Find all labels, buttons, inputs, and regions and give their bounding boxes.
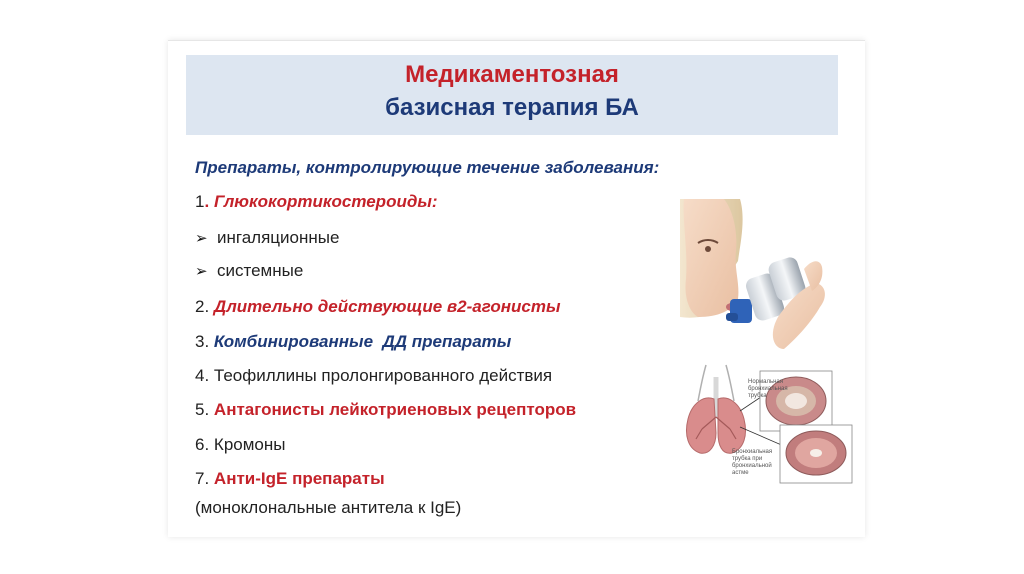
list-number: 4. [195, 366, 210, 385]
list-number: 1 [195, 192, 205, 211]
arrow-bullet-icon: ➢ [195, 263, 208, 280]
list-item-5 [195, 400, 576, 420]
list-text: Длительно действующие в2-агонисты [213, 297, 561, 316]
list-item-7-note: (моноклональные антитела к IgE) [195, 498, 462, 517]
slide [168, 40, 865, 537]
list-item-1 [195, 192, 438, 212]
list-item-7 [195, 469, 385, 489]
figure-label-normal: Нормальная бронхиальная трубка [748, 379, 788, 399]
list-text: Кромоны [213, 435, 286, 454]
figure-label-asthma: Бронхиальная трубка при бронхиальной астме [732, 449, 773, 476]
list-subitem-inhaled [195, 228, 339, 248]
list-text: Комбинированные ДД препараты [213, 332, 512, 351]
list-text: ингаляционные [217, 228, 340, 247]
list-number: 7. [195, 469, 210, 488]
list-number: 2. [195, 297, 210, 316]
title-band [186, 55, 838, 135]
list-item-2 [195, 297, 561, 317]
list-item-3 [195, 332, 511, 352]
slide-title-line2: базисная терапия БА [385, 94, 639, 121]
list-item-4 [195, 366, 552, 386]
arrow-bullet-icon: ➢ [195, 230, 208, 247]
list-text: Теофиллины пролонгированного действия [213, 366, 553, 385]
list-number: 3. [195, 332, 210, 351]
slide-title-line1: Медикаментозная [405, 61, 619, 88]
list-text: Глюкокортикостероиды: [213, 192, 438, 211]
inhaler-photo [680, 199, 840, 351]
list-number: 6. [195, 435, 210, 454]
list-text: системные [217, 261, 304, 280]
list-separator: . [204, 192, 210, 211]
list-subitem-systemic [195, 261, 303, 281]
list-text: Антагонисты лейкотриеновых рецепторов [213, 400, 577, 419]
intro-heading: Препараты, контролирующие течение заболевания: [195, 158, 660, 177]
list-text: Анти-IgE препараты [213, 469, 385, 488]
list-number: 5. [195, 400, 210, 419]
list-item-6 [195, 435, 285, 455]
